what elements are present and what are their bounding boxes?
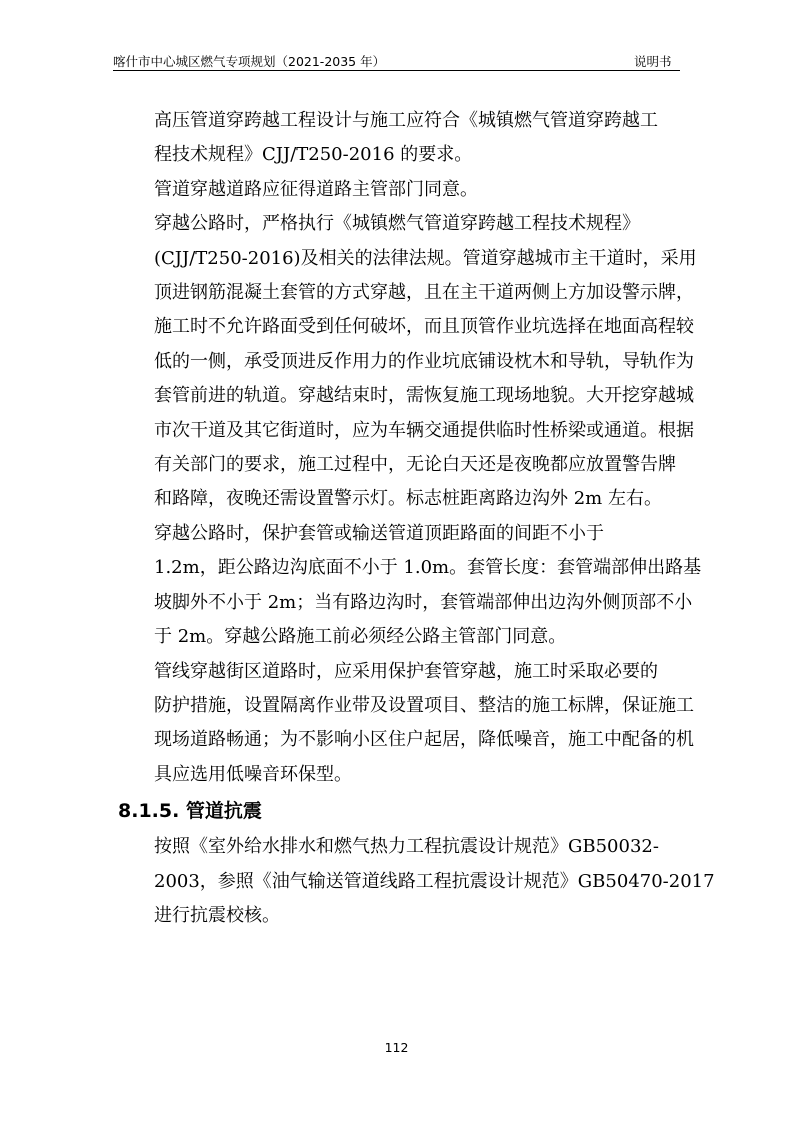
text-line: 于 2m。穿越公路施工前必须经公路主管部门同意。 [154,626,567,648]
text-line: 按照《室外给水排水和燃气热力工程抗震设计规范》GB50032- [154,836,659,858]
text-line: 管道穿越道路应征得道路主管部门同意。 [154,178,478,200]
text-line: 进行抗震校核。 [154,904,280,926]
text-line: 程技术规程》CJJ/T250-2016 的要求。 [154,144,473,166]
paragraph-highway-crossing [118,207,697,517]
text-line: 顶进钢筋混凝土套管的方式穿越，且在主干道两侧上方加设警示牌， [154,282,694,304]
text-line: 和路障，夜晚还需设置警示灯。标志桩距离路边沟外 2m 左右。 [154,488,662,510]
text-line: 施工时不允许路面受到任何破坏，而且顶管作业坑选择在地面高程较 [154,316,694,338]
running-header-doc-type: 说明书 [634,54,672,69]
page-number: 112 [384,1040,409,1055]
text-line: 现场道路畅通；为不影响小区住户起居，降低噪音，施工中配备的机 [154,729,694,751]
text-line: 低的一侧，承受顶进反作用力的作业坑底铺设枕木和导轨，导轨作为 [154,350,694,372]
text-line: 坡脚外不小于 2m；当有路边沟时，套管端部伸出边沟外侧顶部不小 [154,591,693,613]
text-line: 1.2m，距公路边沟底面不小于 1.0m。套管长度：套管端部伸出路基 [154,557,702,579]
text-line: 高压管道穿跨越工程设计与施工应符合《城镇燃气管道穿跨越工 [154,110,658,131]
section-heading: 8.1.5. 管道抗震 [118,800,262,823]
text-line: 具应选用低噪音环保型。 [154,763,352,785]
text-line: 穿越公路时，保护套管或输送管道顶距路面的间距不小于 [154,522,604,544]
text-line: 2003，参照《油气输送管道线路工程抗震设计规范》GB50470-2017 [154,870,715,892]
header-divider [113,70,680,71]
text-line: (CJJ/T250-2016)及相关的法律法规。管道穿越城市主干道时，采用 [154,247,697,269]
text-line: 防护措施，设置隔离作业带及设置项目、整洁的施工标牌，保证施工 [154,694,694,716]
text-line: 套管前进的轨道。穿越结束时，需恢复施工现场地貌。大开挖穿越城 [154,385,694,407]
paragraph-seismic-check [118,830,715,933]
paragraph-crossing-standard [118,104,681,173]
text-line: 管线穿越街区道路时，应采用保护套管穿越，施工时采取必要的 [154,660,658,682]
text-line: 穿越公路时，严格执行《城镇燃气管道穿跨越工程技术规程》 [154,213,640,235]
paragraph-casing-clearance [118,517,702,655]
paragraph-street-crossing [118,655,694,793]
text-line: 市次干道及其它街道时，应为车辆交通提供临时性桥梁或通道。根据 [154,419,694,441]
text-line: 有关部门的要求，施工过程中，无论白天还是夜晚都应放置警告牌 [154,454,676,476]
document-body [118,104,715,933]
paragraph-road-approval [118,173,681,207]
running-header-title: 喀什市中心城区燃气专项规划（2021-2035 年） [113,54,386,69]
